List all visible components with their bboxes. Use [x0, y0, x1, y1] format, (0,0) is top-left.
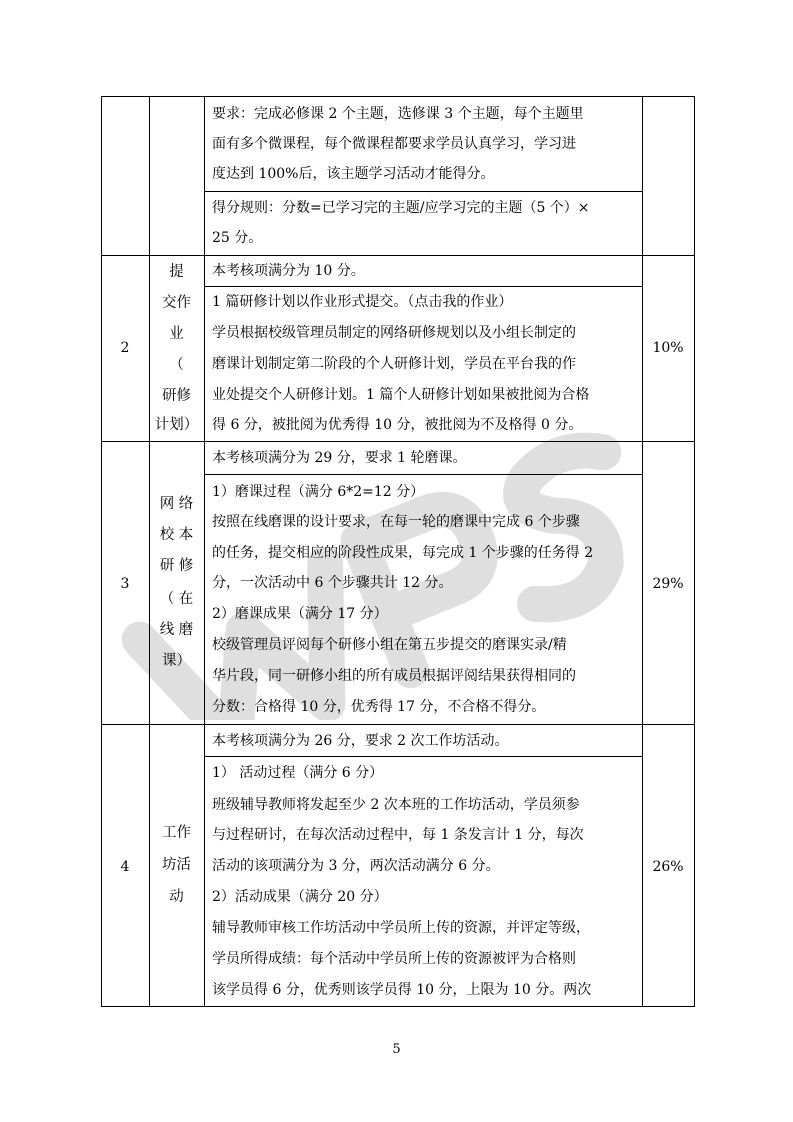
- row2-content-line: 学员根据校级管理员制定的网络研修规划以及小组长制定的: [212, 325, 576, 341]
- row1-content-line: 要求：完成必修课 2 个主题，选修课 3 个主题，每个主题里: [212, 106, 584, 122]
- row2-content-line: 得 6 分，被批阅为优秀得 10 分，被批阅为不及格得 0 分。: [212, 417, 583, 433]
- row3-category-line: 课）: [162, 653, 191, 669]
- row3-category-line: 研 修: [159, 558, 194, 574]
- row3-content-line: 本考核项满分为 29 分，要求 1 轮磨课。: [212, 450, 467, 466]
- row3-category-line: 线 磨: [159, 622, 194, 638]
- row4-number: 4: [120, 859, 130, 875]
- row4-content-line: 辅导教师审核工作坊活动中学员所上传的资源，并评定等级，: [212, 920, 590, 936]
- row-divider-3: [101, 724, 695, 725]
- row3-category-line: 校 本: [159, 527, 194, 543]
- row2-content-line: 1 篇研修计划以作业形式提交。（点击我的作业）: [212, 294, 513, 310]
- row3-category-line: （ 在: [159, 591, 194, 607]
- table-border-col2: [204, 96, 205, 1007]
- row4-content-line: 该学员得 6 分，优秀则该学员得 10 分，上限为 10 分。两次: [212, 982, 592, 998]
- row1-content-line: 25 分。: [212, 230, 263, 246]
- row2-content-line: 本考核项满分为 10 分。: [212, 263, 365, 279]
- row2-weight: 10%: [652, 340, 684, 356]
- row3-content-line: 华片段，同一研修小组的所有成员根据评阅结果获得相同的: [212, 668, 576, 684]
- row1-content-line: 度达到 100%后，该主题学习活动才能得分。: [212, 166, 495, 182]
- row1-inner-divider: [204, 191, 642, 192]
- row4-content-line: 本考核项满分为 26 分，要求 2 次工作坊活动。: [212, 733, 509, 749]
- row1-content-line: 面有多个微课程，每个微课程都要求学员认真学习，学习进: [212, 136, 576, 152]
- row2-category-line: 研修: [162, 388, 191, 404]
- row4-category-line: 工作: [162, 825, 191, 841]
- row2-content-line: 磨课计划制定第二阶段的个人研修计划，学员在平台我的作: [212, 356, 576, 372]
- row2-number: 2: [120, 340, 130, 356]
- row3-content-line: 按照在线磨课的设计要求，在每一轮的磨课中完成 6 个步骤: [212, 514, 580, 530]
- table-border-right: [694, 96, 695, 1007]
- row4-content-line: 2）活动成果（满分 20 分）: [212, 889, 388, 905]
- row2-category-line: 交作: [162, 295, 191, 311]
- row3-inner-divider: [204, 474, 642, 475]
- row4-weight: 26%: [652, 859, 684, 875]
- row2-category-line: 提: [169, 264, 184, 280]
- row1-content-line: 得分规则：分数=已学习完的主题/应学习完的主题（5 个）×: [212, 200, 590, 216]
- row4-content-line: 学员所得成绩：每个活动中学员所上传的资源被评为合格则: [212, 951, 576, 967]
- row3-content-line: 2）磨课成果（满分 17 分）: [212, 606, 388, 622]
- page-number: 5: [392, 1042, 401, 1057]
- row4-category-line: 动: [169, 889, 184, 905]
- row4-category-line: 坊活: [162, 857, 191, 873]
- row3-content-line: 分，一次活动中 6 个步骤共计 12 分。: [212, 575, 453, 591]
- row2-category-line: 业: [169, 326, 184, 342]
- row3-content-line: 分数：合格得 10 分，优秀得 17 分，不合格不得分。: [212, 699, 546, 715]
- row4-content-line: 1） 活动过程（满分 6 分）: [212, 765, 384, 781]
- row4-content-line: 活动的该项满分为 3 分，两次活动满分 6 分。: [212, 858, 500, 874]
- row2-category-line: 计划）: [154, 417, 199, 433]
- row-divider-1: [101, 255, 695, 256]
- table-border-top: [101, 96, 695, 97]
- row2-category-line: （: [169, 357, 184, 373]
- row3-content-line: 1）磨课过程（满分 6*2=12 分）: [212, 484, 425, 500]
- row4-content-line: 与过程研讨，在每次活动过程中，每 1 条发言计 1 分，每次: [212, 827, 584, 843]
- row4-content-line: 班级辅导教师将发起至少 2 次本班的工作坊活动，学员须参: [212, 797, 580, 813]
- row3-category-line: 网 络: [159, 496, 194, 512]
- table-border-bottom: [101, 1006, 695, 1007]
- row3-weight: 29%: [652, 576, 684, 592]
- row3-number: 3: [120, 576, 130, 592]
- row2-content-line: 业处提交个人研修计划。1 篇个人研修计划如果被批阅为合格: [212, 387, 590, 403]
- row3-content-line: 校级管理员评阅每个研修小组在第五步提交的磨课实录/精: [212, 637, 567, 653]
- row-divider-2: [101, 441, 695, 442]
- row3-content-line: 的任务，提交相应的阶段性成果，每完成 1 个步骤的任务得 2: [212, 545, 594, 561]
